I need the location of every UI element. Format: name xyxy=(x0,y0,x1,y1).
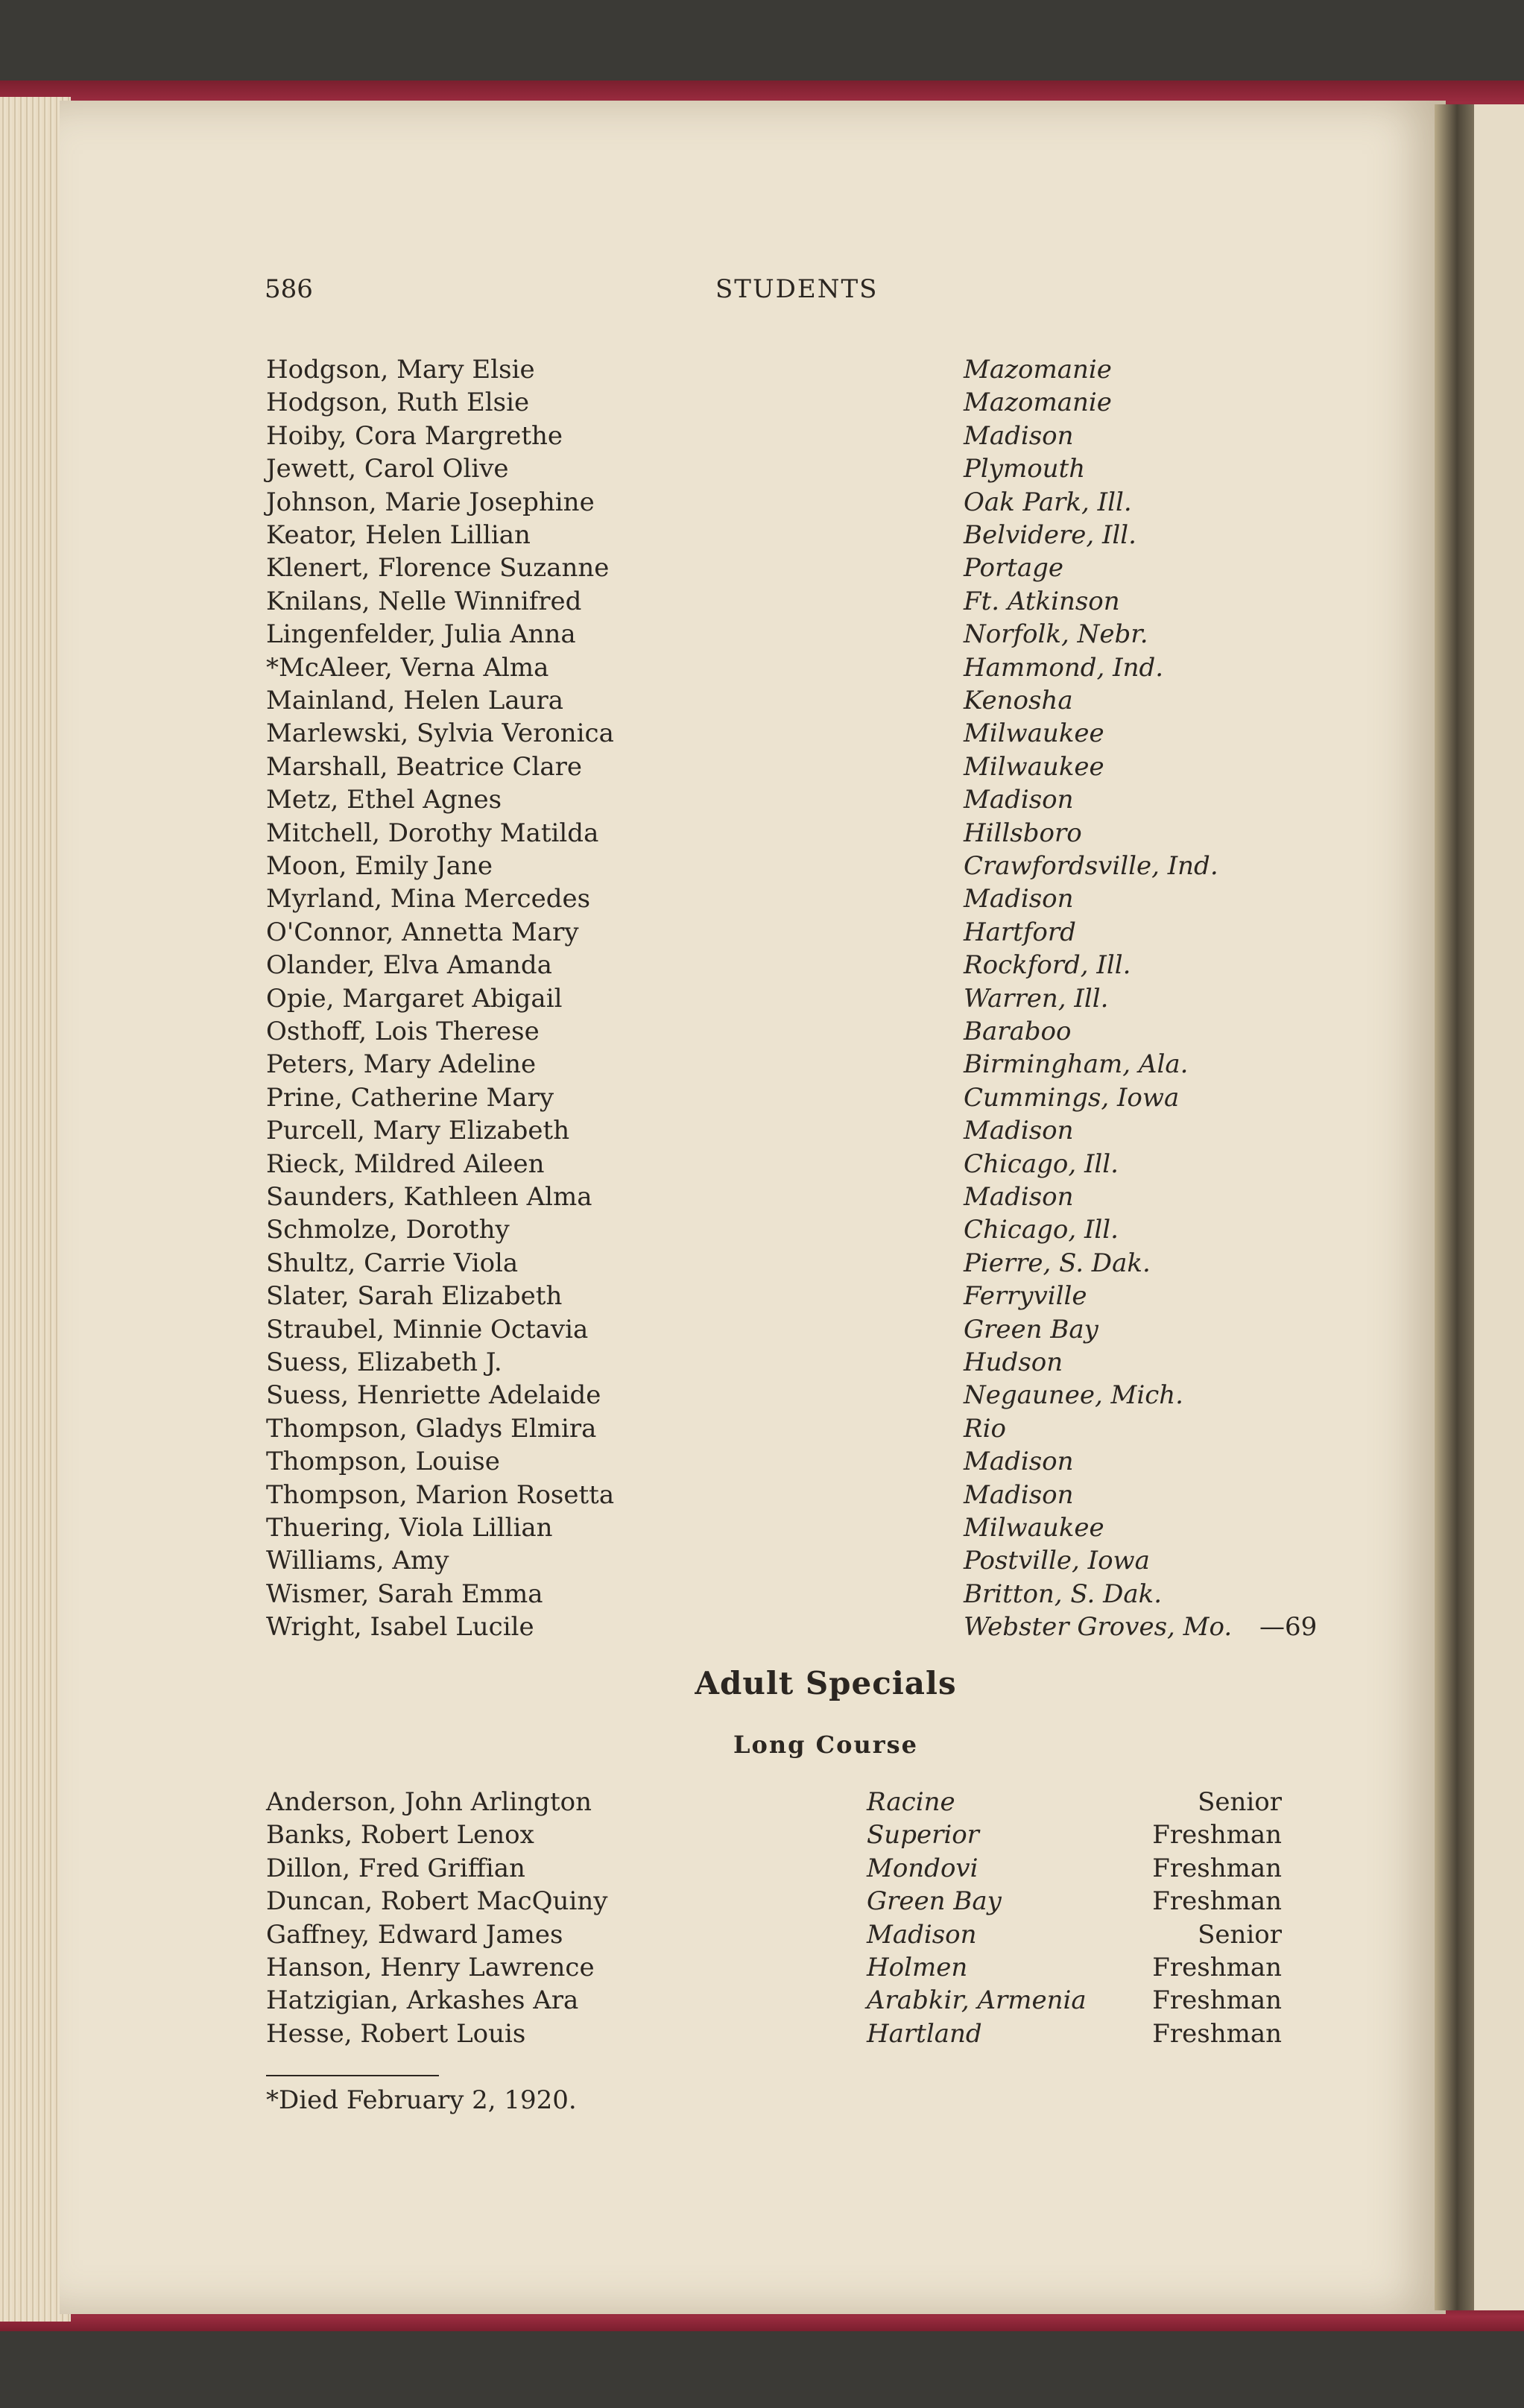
student-name: Thompson, Louise xyxy=(266,1447,500,1477)
student-town: Plymouth xyxy=(964,454,1086,484)
student-row xyxy=(0,1447,1416,1479)
adult-special-row xyxy=(0,1820,1416,1853)
student-row xyxy=(0,950,1416,983)
page-number: 586 xyxy=(265,274,313,304)
adult-special-name: Anderson, John Arlington xyxy=(266,1787,592,1817)
student-town: Britton, S. Dak. xyxy=(964,1579,1163,1609)
student-name: Myrland, Mina Mercedes xyxy=(266,884,591,914)
student-town: Chicago, Ill. xyxy=(964,1215,1119,1245)
adult-special-town: Green Bay xyxy=(867,1886,1002,1917)
adult-special-town: Superior xyxy=(867,1820,979,1851)
footnote: *Died February 2, 1920. xyxy=(266,2085,577,2115)
adult-special-row xyxy=(0,2019,1416,2052)
student-name: Saunders, Kathleen Alma xyxy=(266,1182,592,1212)
adult-special-row xyxy=(0,1886,1416,1919)
student-name: Prine, Catherine Mary xyxy=(266,1082,554,1113)
adult-special-town: Madison xyxy=(867,1919,977,1950)
student-row xyxy=(0,686,1416,718)
student-row xyxy=(0,653,1416,686)
student-name: Schmolze, Dorothy xyxy=(266,1215,510,1245)
student-town: Madison xyxy=(964,884,1074,914)
student-town: Postville, Iowa xyxy=(964,1546,1150,1576)
student-name: Metz, Ethel Agnes xyxy=(266,785,502,815)
student-town: Mazomanie xyxy=(964,388,1112,418)
student-row xyxy=(0,851,1416,884)
adult-special-class: Freshman xyxy=(1152,1853,1282,1883)
student-name: Osthoff, Lois Therese xyxy=(266,1017,540,1046)
student-town: Oak Park, Ill. xyxy=(964,487,1132,517)
adult-special-row xyxy=(0,1854,1416,1886)
student-town: Green Bay xyxy=(964,1314,1098,1344)
student-name: Klenert, Florence Suzanne xyxy=(266,553,610,584)
student-name: Suess, Elizabeth J. xyxy=(266,1347,502,1377)
student-name: Marlewski, Sylvia Veronica xyxy=(266,718,614,749)
student-town: Portage xyxy=(964,553,1064,584)
adult-special-class: Senior xyxy=(1198,1787,1282,1817)
adult-special-name: Dillon, Fred Griffian xyxy=(266,1853,525,1883)
adult-special-class: Freshman xyxy=(1152,1985,1282,2016)
student-name: Purcell, Mary Elizabeth xyxy=(266,1116,570,1146)
student-name: Williams, Amy xyxy=(266,1546,449,1576)
adult-special-name: Hatzigian, Arkashes Ara xyxy=(266,1985,579,2016)
student-row xyxy=(0,1579,1416,1612)
student-town: Crawfordsville, Ind. xyxy=(964,851,1218,881)
student-name: Hoiby, Cora Margrethe xyxy=(266,420,563,451)
adult-special-class: Freshman xyxy=(1152,1953,1282,1982)
student-row xyxy=(0,1347,1416,1380)
student-row xyxy=(0,553,1416,586)
student-name: Opie, Margaret Abigail xyxy=(266,983,563,1014)
footnote-rule xyxy=(266,2075,439,2076)
adult-special-class: Freshman xyxy=(1152,1886,1282,1917)
student-name: Straubel, Minnie Octavia xyxy=(266,1314,589,1344)
student-name: Peters, Mary Adeline xyxy=(266,1049,537,1080)
student-town: Hartford xyxy=(964,917,1076,947)
student-count: —69 xyxy=(1259,1612,1318,1643)
student-row xyxy=(0,421,1416,454)
student-town: Webster Groves, Mo. xyxy=(964,1612,1233,1643)
student-name: Lingenfelder, Julia Anna xyxy=(266,619,576,650)
student-town: Belvidere, Ill. xyxy=(964,520,1136,550)
student-town: Chicago, Ill. xyxy=(964,1148,1119,1179)
student-town: Madison xyxy=(964,785,1074,815)
student-name: Johnson, Marie Josephine xyxy=(266,487,595,517)
student-town: Ferryville xyxy=(964,1281,1087,1312)
student-row xyxy=(0,355,1416,388)
student-name: Moon, Emily Jane xyxy=(266,851,493,881)
student-town: Madison xyxy=(964,1447,1074,1477)
student-row xyxy=(0,1049,1416,1082)
student-town: Rockford, Ill. xyxy=(964,950,1131,981)
student-town: Milwaukee xyxy=(964,1513,1104,1543)
student-row xyxy=(0,388,1416,420)
student-row xyxy=(0,1414,1416,1447)
adult-special-row xyxy=(0,1985,1416,2018)
student-town: Hillsboro xyxy=(964,818,1082,848)
student-row xyxy=(0,587,1416,619)
student-row xyxy=(0,1380,1416,1413)
student-town: Milwaukee xyxy=(964,751,1104,782)
student-name: Suess, Henriette Adelaide xyxy=(266,1380,601,1411)
student-name: Marshall, Beatrice Clare xyxy=(266,751,582,782)
adult-special-town: Holmen xyxy=(867,1953,968,1982)
student-name: Wismer, Sarah Emma xyxy=(266,1579,543,1609)
student-name: *McAleer, Verna Alma xyxy=(266,652,549,683)
adult-special-town: Mondovi xyxy=(867,1853,978,1883)
adult-special-name: Duncan, Robert MacQuiny xyxy=(266,1886,608,1917)
student-row xyxy=(0,884,1416,917)
student-row xyxy=(0,1182,1416,1215)
student-row xyxy=(0,619,1416,652)
student-row xyxy=(0,1315,1416,1347)
student-name: Hodgson, Ruth Elsie xyxy=(266,388,530,418)
student-town: Norfolk, Nebr. xyxy=(964,619,1148,650)
adult-special-class: Freshman xyxy=(1152,1820,1282,1851)
student-row xyxy=(0,1513,1416,1546)
adult-special-name: Hanson, Henry Lawrence xyxy=(266,1953,595,1982)
student-name: Thompson, Marion Rosetta xyxy=(266,1479,615,1510)
adult-special-class: Senior xyxy=(1198,1919,1282,1950)
student-town: Kenosha xyxy=(964,686,1073,715)
student-row xyxy=(0,487,1416,520)
student-town: Hammond, Ind. xyxy=(964,652,1164,683)
student-name: Rieck, Mildred Aileen xyxy=(266,1148,545,1179)
student-town: Rio xyxy=(964,1413,1006,1444)
student-town: Ft. Atkinson xyxy=(964,586,1120,616)
student-town: Mazomanie xyxy=(964,355,1112,385)
section-title: Adult Specials xyxy=(695,1665,957,1701)
student-town: Madison xyxy=(964,420,1074,451)
student-town: Cummings, Iowa xyxy=(964,1082,1180,1113)
student-row xyxy=(0,520,1416,553)
student-town: Pierre, S. Dak. xyxy=(964,1248,1151,1278)
student-town: Madison xyxy=(964,1116,1074,1146)
student-name: Thompson, Gladys Elmira xyxy=(266,1413,597,1444)
section-subtitle: Long Course xyxy=(733,1731,918,1759)
adult-special-name: Hesse, Robert Louis xyxy=(266,2018,526,2049)
adult-special-name: Banks, Robert Lenox xyxy=(266,1820,534,1851)
adult-special-town: Racine xyxy=(867,1787,955,1817)
student-row xyxy=(0,1248,1416,1281)
student-row xyxy=(0,984,1416,1017)
adult-special-town: Hartland xyxy=(867,2018,982,2049)
student-name: Mainland, Helen Laura xyxy=(266,686,564,715)
adult-special-town: Arabkir, Armenia xyxy=(867,1985,1087,2016)
student-name: Shultz, Carrie Viola xyxy=(266,1248,519,1278)
adult-special-row xyxy=(0,1787,1416,1820)
student-row xyxy=(0,818,1416,851)
adult-special-class: Freshman xyxy=(1152,2018,1282,2049)
student-name: Keator, Helen Lillian xyxy=(266,520,531,550)
student-town: Baraboo xyxy=(964,1017,1072,1046)
student-row xyxy=(0,1546,1416,1579)
student-name: Olander, Elva Amanda xyxy=(266,950,552,981)
student-row xyxy=(0,454,1416,487)
student-row xyxy=(0,1017,1416,1049)
student-row xyxy=(0,1116,1416,1148)
student-row xyxy=(0,1215,1416,1248)
student-row xyxy=(0,1480,1416,1513)
student-name: Wright, Isabel Lucile xyxy=(266,1612,534,1643)
student-row xyxy=(0,1149,1416,1182)
student-name: O'Connor, Annetta Mary xyxy=(266,917,579,947)
student-name: Slater, Sarah Elizabeth xyxy=(266,1281,563,1312)
student-name: Jewett, Carol Olive xyxy=(266,454,509,484)
student-row xyxy=(0,917,1416,950)
student-name: Mitchell, Dorothy Matilda xyxy=(266,818,599,848)
student-town: Hudson xyxy=(964,1347,1063,1377)
student-town: Birmingham, Ala. xyxy=(964,1049,1189,1080)
student-town: Madison xyxy=(964,1479,1074,1510)
running-title: STUDENTS xyxy=(715,274,879,304)
student-name: Knilans, Nelle Winnifred xyxy=(266,586,582,616)
adult-special-row xyxy=(0,1920,1416,1953)
student-name: Thuering, Viola Lillian xyxy=(266,1513,553,1543)
student-row xyxy=(0,785,1416,818)
student-row xyxy=(0,1083,1416,1116)
student-town: Milwaukee xyxy=(964,718,1104,749)
student-row xyxy=(0,1612,1416,1645)
student-row xyxy=(0,1281,1416,1314)
student-row xyxy=(0,752,1416,785)
adult-special-name: Gaffney, Edward James xyxy=(266,1919,563,1950)
adult-special-row xyxy=(0,1953,1416,1985)
student-name: Hodgson, Mary Elsie xyxy=(266,355,535,385)
student-row xyxy=(0,718,1416,751)
student-town: Warren, Ill. xyxy=(964,983,1109,1014)
student-town: Negaunee, Mich. xyxy=(964,1380,1183,1411)
student-town: Madison xyxy=(964,1182,1074,1212)
